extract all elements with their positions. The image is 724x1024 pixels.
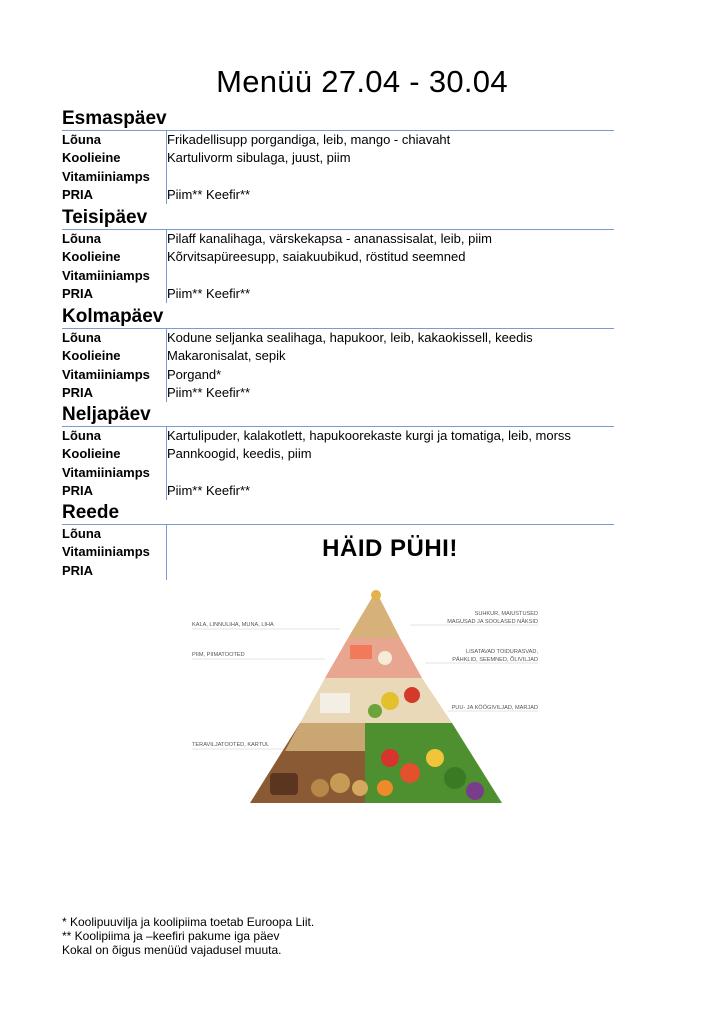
meal-value: Kodune seljanka sealihaga, hapukoor, leib, kakaokissell, keedis [167, 330, 533, 345]
menu-rows [62, 230, 614, 303]
meal-label: Koolieine [62, 348, 121, 364]
pyramid-label: PIIM, PIIMATOOTED [192, 652, 245, 658]
menu-row [62, 366, 614, 384]
meal-value [166, 464, 614, 482]
meal-value: Kartulivorm sibulaga, juust, piim [167, 150, 351, 166]
pyramid-label: SUHKUR, MAIUSTUSED [474, 611, 538, 617]
holiday-greeting: HÄID PÜHI! [322, 535, 458, 562]
meal-label: Koolieine [62, 446, 121, 462]
food-pyramid-image [190, 583, 540, 808]
column-divider [166, 131, 167, 204]
day-section-wednesday [62, 306, 614, 402]
menu-row [62, 186, 614, 204]
day-section-thursday [62, 404, 614, 500]
meal-value: Pilaff kanalihaga, värskekapsa - ananassisalat, leib, piim [167, 231, 492, 246]
menu-row [62, 562, 614, 580]
meal-label: Lõuna [62, 330, 101, 345]
day-name: Teisipäev [62, 207, 148, 228]
pyramid-label: PÄHKLID, SEEMNED, ÕLIVILJAD [452, 657, 538, 663]
meal-value [166, 168, 614, 186]
menu-rows [62, 131, 614, 204]
meal-label: Koolieine [62, 150, 121, 166]
meal-value: Frikadellisupp porgandiga, leib, mango - chiavaht [167, 132, 451, 147]
menu-row [62, 482, 614, 500]
meal-value [166, 267, 614, 285]
meal-value: Piim** Keefir** [167, 384, 251, 400]
meal-label: Lõuna [62, 132, 101, 147]
column-divider [166, 329, 167, 402]
day-name: Reede [62, 502, 120, 523]
meal-value: Kartulipuder, kalakotlett, hapukoorekaste kurgi ja tomatiga, leib, morss [167, 428, 571, 443]
column-divider [166, 427, 167, 500]
menu-row [62, 329, 614, 347]
meal-label: Koolieine [62, 249, 121, 265]
meal-label: Lõuna [62, 428, 101, 443]
menu-row [62, 131, 614, 149]
day-section-tuesday [62, 207, 614, 303]
menu-row [62, 285, 614, 303]
meal-label: PRIA [62, 562, 94, 578]
menu-row [62, 384, 614, 402]
menu-row [62, 149, 614, 167]
day-section-friday [62, 502, 614, 580]
meal-label: Vitamiiniamps [62, 464, 150, 480]
pyramid-label: PUU- JA KÖÖGIVILJAD, MARJAD [451, 705, 538, 711]
menu-row [62, 464, 614, 482]
meal-label: Vitamiiniamps [62, 544, 150, 560]
meal-label: PRIA [62, 482, 94, 498]
footnote: ** Koolipiima ja –keefiri pakume iga päev [62, 929, 280, 943]
pyramid-label: KALA, LINNULIHA, MUNA, LIHA [192, 622, 274, 628]
meal-label: Vitamiiniamps [62, 366, 150, 382]
menu-row [62, 427, 614, 445]
footnote: Kokal on õigus menüüd vajadusel muuta. [62, 943, 282, 957]
day-name: Kolmapäev [62, 306, 164, 327]
meal-label: PRIA [62, 384, 94, 400]
column-divider [166, 230, 167, 303]
meal-label: Vitamiiniamps [62, 168, 150, 184]
menu-rows [62, 525, 614, 580]
menu-row [62, 445, 614, 463]
meal-value: Makaronisalat, sepik [167, 348, 286, 364]
menu-row [62, 248, 614, 266]
menu-row [62, 347, 614, 365]
menu-row [62, 267, 614, 285]
pyramid-label: MAGUSAD JA SOOLASED NÄKSID [447, 619, 538, 625]
meal-label: PRIA [62, 285, 94, 301]
meal-value: Piim** Keefir** [167, 186, 251, 202]
meal-value: Piim** Keefir** [167, 285, 251, 301]
menu-rows [62, 427, 614, 500]
meal-value: Kõrvitsapüreesupp, saiakuubikud, röstitud seemned [167, 249, 466, 265]
meal-value: Pannkoogid, keedis, piim [167, 446, 312, 462]
day-name: Neljapäev [62, 404, 151, 425]
meal-value: Porgand* [167, 366, 222, 382]
food-pyramid-illustration [190, 583, 540, 808]
day-section-monday [62, 108, 614, 204]
page-title: Menüü 27.04 - 30.04 [216, 64, 508, 99]
meal-value: Piim** Keefir** [167, 482, 251, 498]
menu-row [62, 230, 614, 248]
menu-rows [62, 329, 614, 402]
meal-label: Lõuna [62, 526, 101, 541]
meal-label: PRIA [62, 186, 94, 202]
day-name: Esmaspäev [62, 108, 167, 129]
meal-label: Lõuna [62, 231, 101, 246]
footnote: * Koolipuuvilja ja koolipiima toetab Euroopa Liit. [62, 915, 315, 929]
footnotes [62, 915, 314, 957]
meal-label: Vitamiiniamps [62, 267, 150, 283]
menu-row [62, 168, 614, 186]
pyramid-label: LISATAVAD TOIDURASVAD, [465, 649, 538, 655]
pyramid-label: TERAVILJATOOTED, KARTUL [192, 742, 270, 748]
